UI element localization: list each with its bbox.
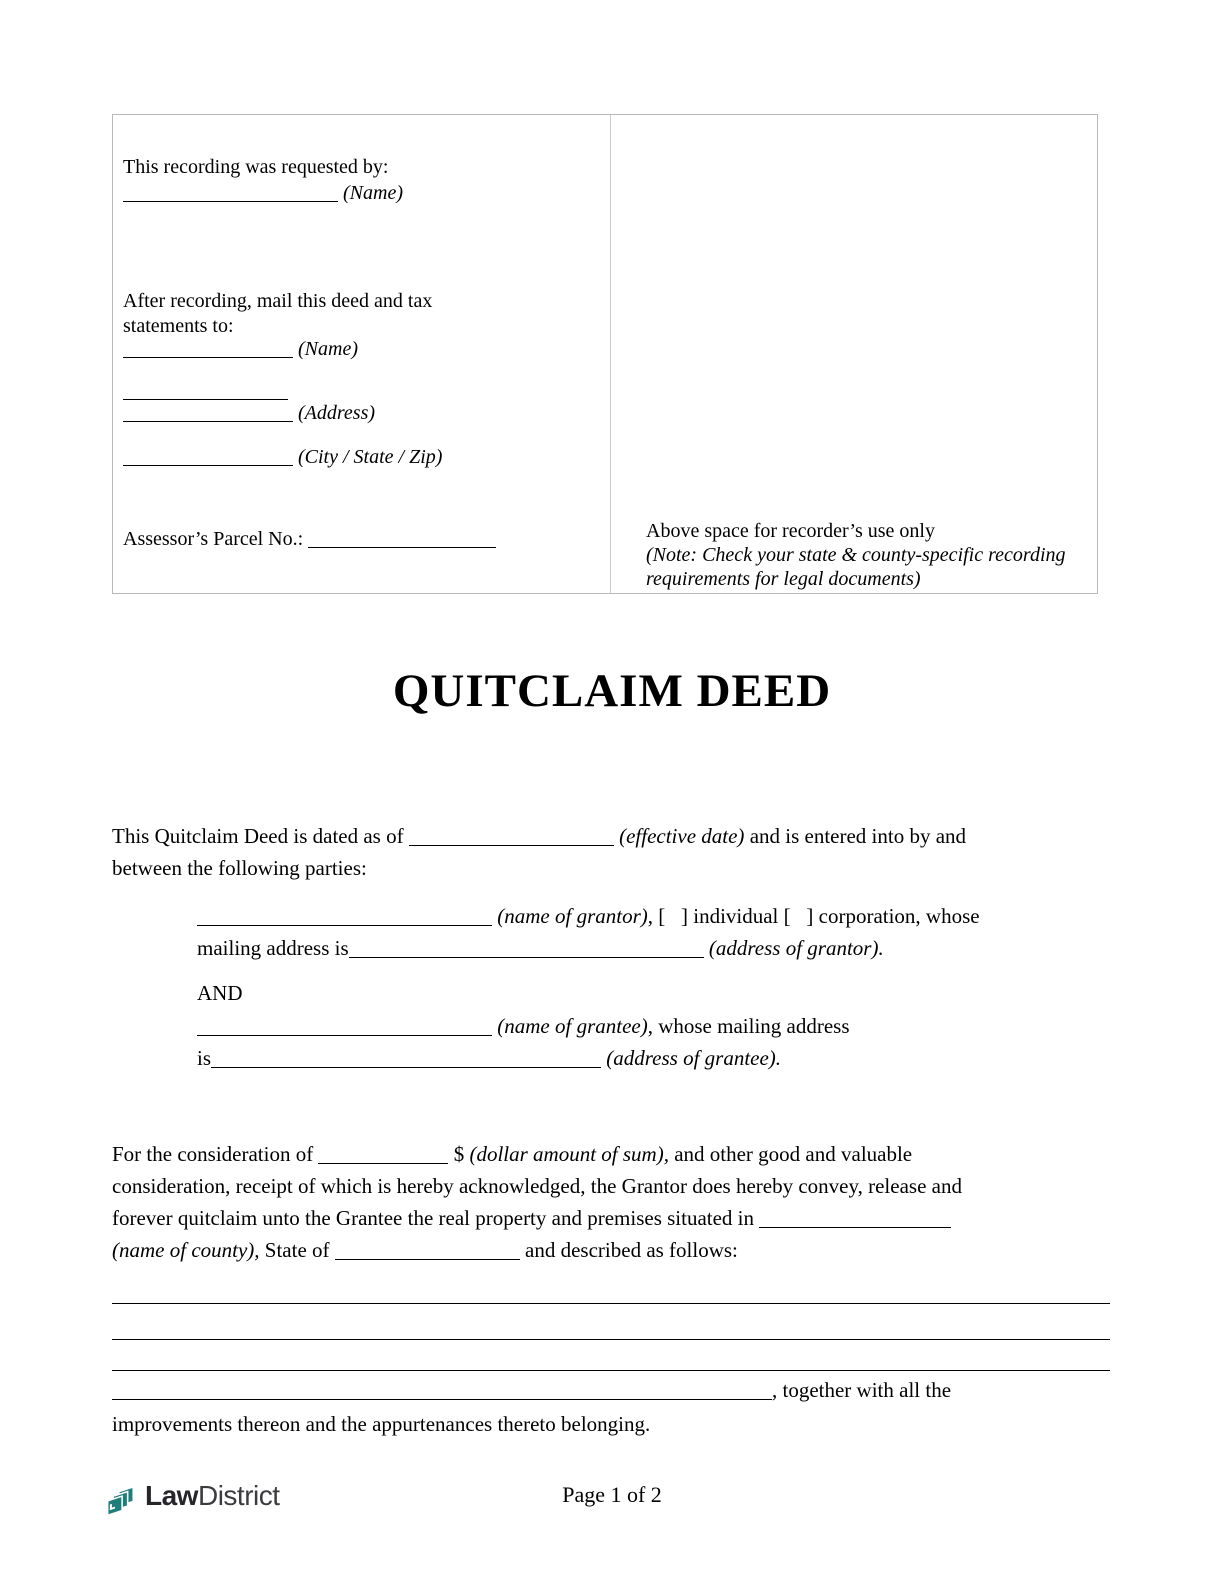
- grantor-line-2: [197, 932, 1127, 964]
- consideration-line-1: [112, 1138, 1122, 1170]
- grantor-line-1: [197, 900, 1127, 932]
- together-text: , together with all the: [772, 1378, 952, 1402]
- mail-city-row: [123, 445, 442, 470]
- grantee-block: [197, 1010, 1127, 1074]
- recorder-note-body: (Note: Check your state & county-specific recording requirements for legal documents): [646, 544, 1066, 590]
- consideration-line-4: [112, 1234, 1122, 1266]
- grantee-address-label: (address of grantee).: [606, 1046, 782, 1070]
- sum-amount-blank: [318, 1142, 448, 1164]
- grantor-address-prefix: mailing address is: [197, 936, 349, 960]
- county-label: (name of county),: [112, 1238, 260, 1262]
- intro-paragraph: [112, 820, 1122, 884]
- grantee-after-name-text: , whose mailing address: [647, 1014, 850, 1038]
- together-row: [112, 1378, 1122, 1403]
- sum-amount-label: (dollar amount of sum),: [469, 1142, 669, 1166]
- intro-line-1: [112, 820, 1122, 852]
- mail-city-blank: [123, 445, 293, 466]
- mail-address-row: [123, 401, 375, 426]
- consideration-text-before: For the consideration of: [112, 1142, 314, 1166]
- mail-address-blank: [123, 401, 293, 422]
- effective-date-label: (effective date): [619, 824, 745, 848]
- grantee-name-label: (name of grantee): [497, 1014, 648, 1038]
- described-as-text: and described as follows:: [525, 1238, 738, 1262]
- brand-word-law: Law: [145, 1480, 198, 1511]
- state-blank: [335, 1238, 520, 1260]
- effective-date-blank: [409, 824, 614, 846]
- consideration-line-3: [112, 1202, 1122, 1234]
- grantor-address-label: (address of grantor).: [708, 936, 884, 960]
- mail-address-suffix: (Address): [298, 402, 376, 424]
- page-title: QUITCLAIM DEED: [392, 665, 832, 717]
- grantor-checkboxes-text: , [ ] individual [ ] corporation, whose: [647, 904, 980, 928]
- grantor-name-label: (name of grantor): [497, 904, 648, 928]
- intro-line-2: between the following parties:: [112, 856, 367, 880]
- state-of-text: State of: [264, 1238, 330, 1262]
- closing-row: improvements thereon and the appurtenances thereto belonging.: [112, 1412, 651, 1436]
- brand-word-district: District: [197, 1480, 280, 1511]
- recorder-info-box: [112, 114, 1098, 594]
- parcel-label: Assessor’s Parcel No.:: [123, 528, 304, 550]
- recorder-note-title: Above space for recorder’s use only: [646, 520, 935, 542]
- grantor-address-blank: [349, 936, 704, 958]
- grantee-name-blank: [197, 1014, 492, 1036]
- grantee-address-prefix: is: [197, 1046, 212, 1070]
- mail-city-suffix: (City / State / Zip): [298, 446, 443, 468]
- description-line-1: [112, 1303, 1110, 1304]
- page-number: Page 1 of 2: [562, 1482, 662, 1507]
- dollar-sign: $: [453, 1142, 465, 1166]
- mail-extra-blank: [123, 379, 288, 400]
- requested-by-label: This recording was requested by:: [123, 156, 389, 178]
- recorder-box-right-cell: [612, 115, 1097, 593]
- and-separator: AND: [197, 981, 243, 1005]
- consideration-line-2: consideration, receipt of which is hereby acknowledged, the Grantor does hereby convey, release and: [112, 1174, 962, 1198]
- mail-to-label: After recording, mail this deed and tax statements to:: [123, 290, 433, 337]
- parcel-blank: [308, 527, 496, 548]
- intro-text-before: This Quitclaim Deed is dated as of: [112, 824, 404, 848]
- intro-text-after: and is entered into by and: [749, 824, 967, 848]
- grantee-address-blank: [211, 1046, 601, 1068]
- recorder-box-left-cell: [113, 115, 611, 593]
- grantor-name-blank: [197, 904, 492, 926]
- mail-name-row: [123, 337, 358, 362]
- situated-in-text: forever quitclaim unto the Grantee the real property and premises situated in: [112, 1206, 755, 1230]
- consideration-paragraph: [112, 1138, 1122, 1266]
- grantee-line-1: [197, 1010, 1127, 1042]
- grantor-block: [197, 900, 1127, 964]
- description-line-2: [112, 1339, 1110, 1340]
- parcel-row: [123, 527, 496, 552]
- county-blank: [759, 1206, 951, 1228]
- mail-name-blank: [123, 337, 293, 358]
- consideration-text-after: and other good and valuable: [674, 1142, 913, 1166]
- mail-name-suffix: (Name): [298, 338, 358, 360]
- requested-by-name-suffix: (Name): [343, 182, 403, 204]
- requested-by-name-row: [123, 181, 403, 206]
- description-line-4-blank: [112, 1378, 772, 1400]
- recorder-note: [646, 519, 1086, 591]
- grantee-line-2: [197, 1042, 1127, 1074]
- requested-by-name-blank: [123, 181, 338, 202]
- description-line-3: [112, 1370, 1110, 1371]
